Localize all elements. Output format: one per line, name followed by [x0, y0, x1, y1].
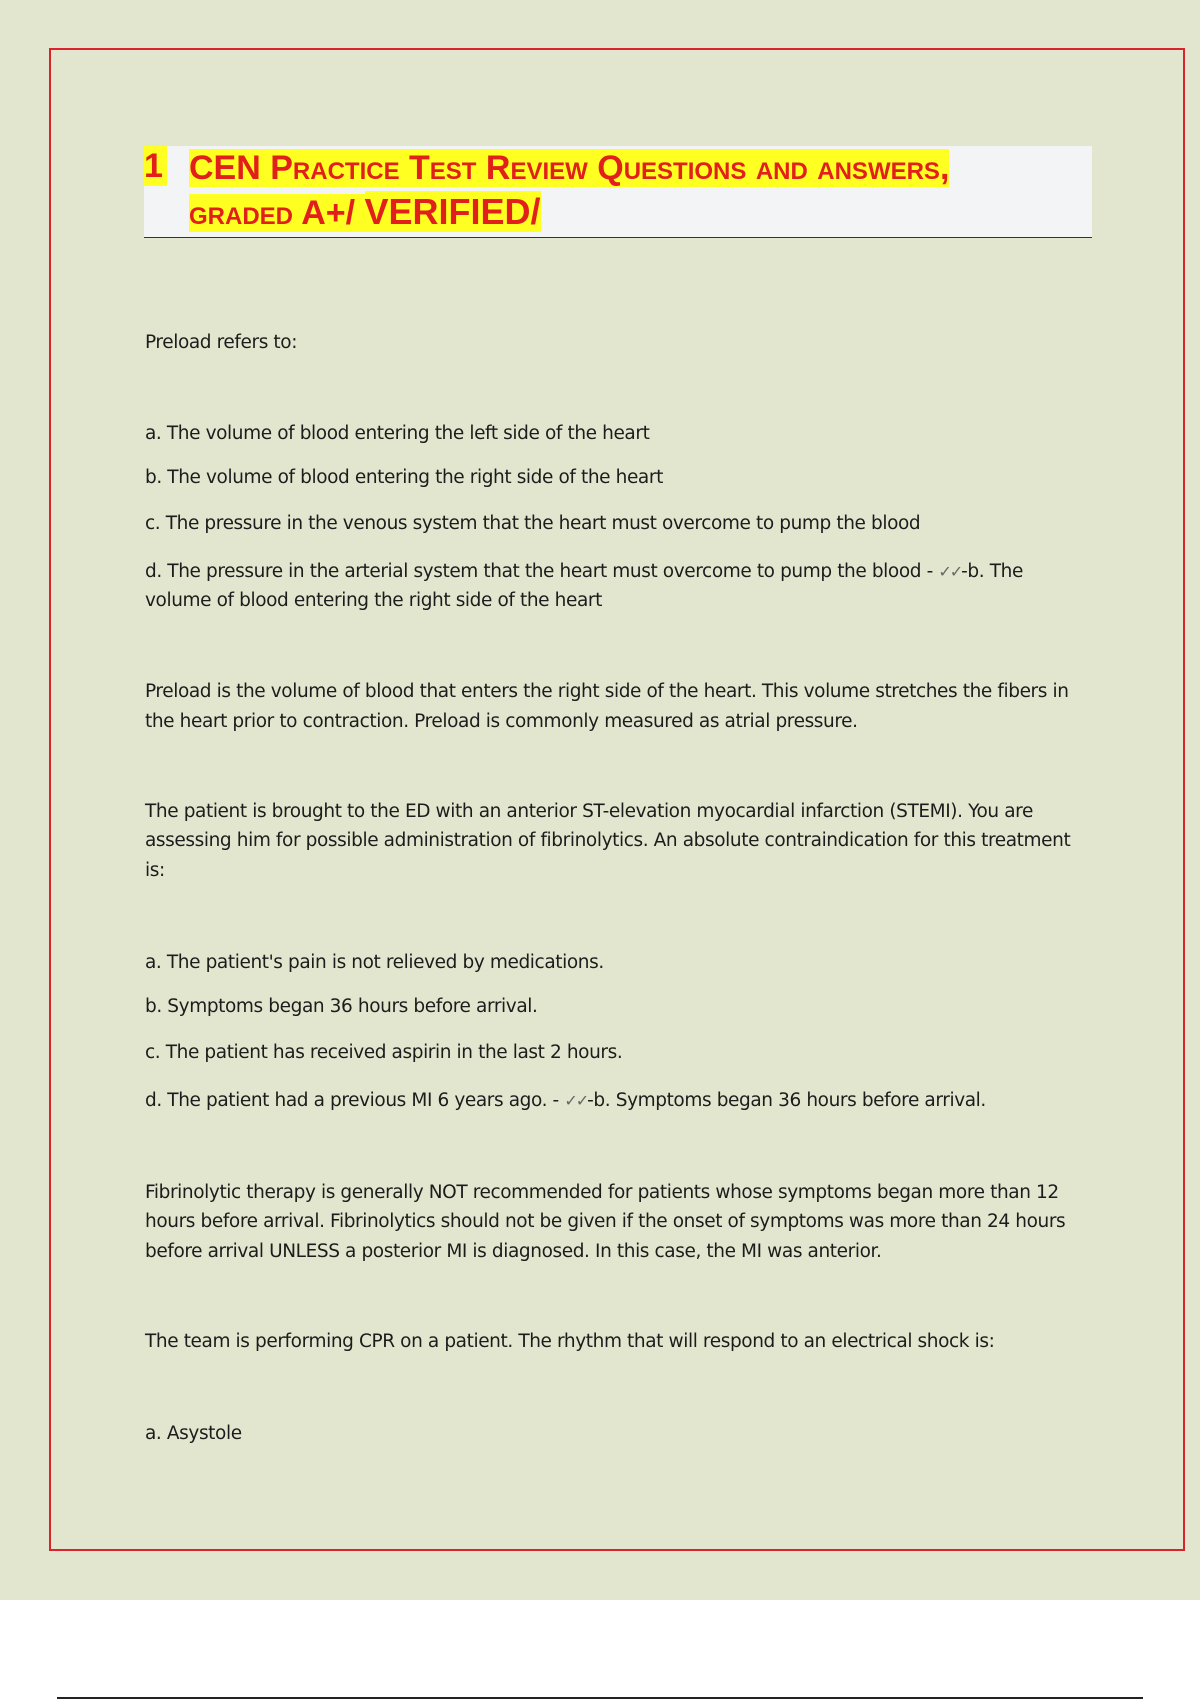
question-1-answer-wrap: volume of blood entering the right side of the heart [145, 590, 602, 611]
question-2-rationale-line-2: hours before arrival. Fibrinolytics should not be given if the onset of symptoms was more than 24 hours [145, 1211, 1066, 1232]
question-1-answer-start: -b. The [961, 561, 1023, 582]
question-2-rationale-line-3: before arrival UNLESS a posterior MI is diagnosed. In this case, the MI was anterior. [145, 1241, 882, 1262]
question-3-stem: The team is performing CPR on a patient. The rhythm that will respond to an electrical shock is: [145, 1331, 995, 1352]
question-2-answer: -b. Symptoms began 36 hours before arrival. [587, 1090, 986, 1111]
heading-line-1: CEN Practice Test Review Questions and answers, [189, 149, 950, 187]
question-2-option-d [145, 1086, 986, 1115]
question-1-option-a: a. The volume of blood entering the left side of the heart [145, 423, 650, 444]
question-1-option-c: c. The pressure in the venous system that the heart must overcome to pump the blood [145, 513, 921, 534]
question-1-option-b: b. The volume of blood entering the right side of the heart [145, 467, 663, 488]
question-2-option-d-text: d. The patient had a previous MI 6 years ago. - [145, 1090, 565, 1111]
footer-divider [57, 1697, 1143, 1699]
question-3-option-a: a. Asystole [145, 1423, 242, 1444]
question-1-stem: Preload refers to: [145, 332, 298, 353]
question-1-option-d [145, 557, 1023, 586]
question-2-rationale-line-1: Fibrinolytic therapy is generally NOT recommended for patients whose symptoms began more than 12 [145, 1182, 1059, 1203]
question-2-stem-line-3: is: [145, 860, 165, 881]
heading-line-2-caps: graded A+/ [189, 194, 365, 232]
heading-number: 1 [144, 146, 167, 186]
check-marks-icon: ✓✓ [564, 1091, 588, 1110]
question-2-option-b: b. Symptoms began 36 hours before arrival. [145, 996, 538, 1017]
question-1-rationale-line-2: the heart prior to contraction. Preload is commonly measured as atrial pressure. [145, 711, 858, 732]
heading-title [189, 146, 1089, 235]
question-2-option-c: c. The patient has received aspirin in the last 2 hours. [145, 1042, 623, 1063]
check-marks-icon: ✓✓ [938, 562, 962, 581]
question-2-option-a: a. The patient's pain is not relieved by medications. [145, 952, 604, 973]
heading-line-2-verified: VERIFIED/ [364, 191, 541, 232]
question-2-stem-line-1: The patient is brought to the ED with an anterior ST-elevation myocardial infarction (STEMI). You are [145, 801, 1033, 822]
question-2-stem-line-2: assessing him for possible administration of fibrinolytics. An absolute contraindication for this treatment [145, 830, 1071, 851]
question-1-rationale-line-1: Preload is the volume of blood that enters the right side of the heart. This volume stretches the fibers in [145, 681, 1069, 702]
document-heading [144, 146, 1092, 238]
question-1-option-d-text: d. The pressure in the arterial system that the heart must overcome to pump the blood - [145, 561, 939, 582]
